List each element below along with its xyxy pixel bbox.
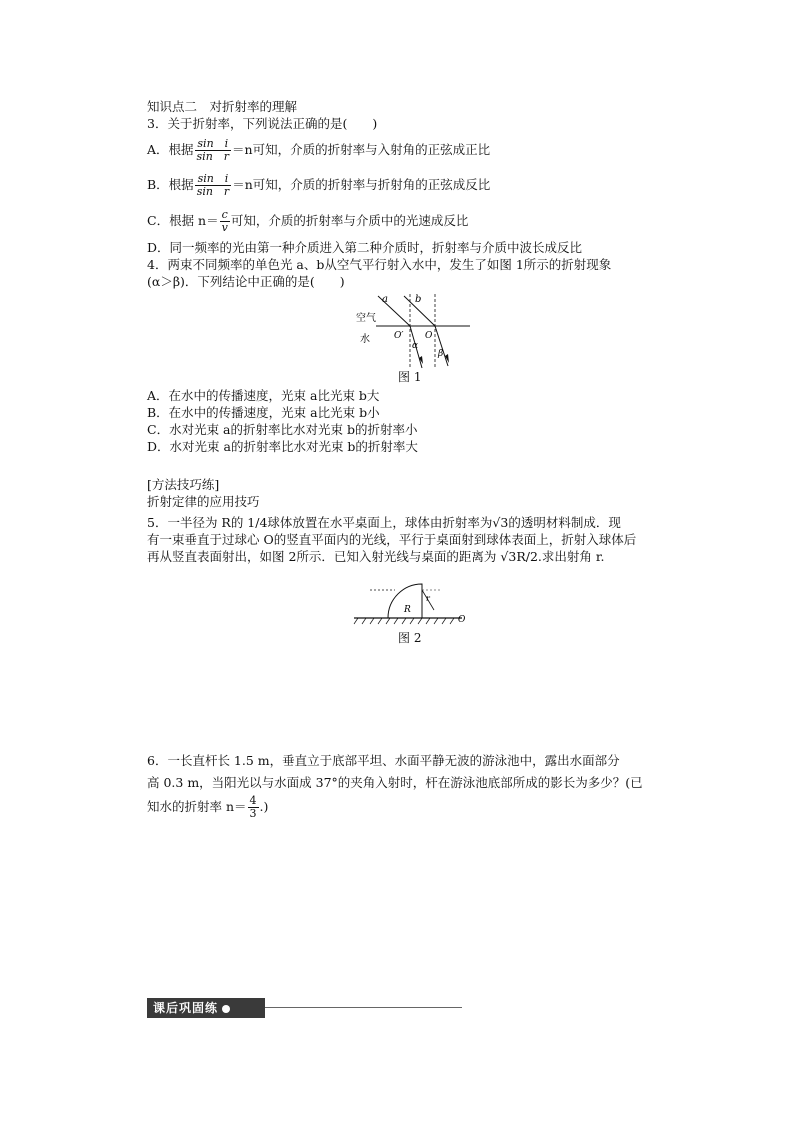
sin-ratio-fraction	[195, 173, 232, 198]
section-title: 知识点二 对折射率的理解	[147, 99, 298, 114]
label-b: b	[415, 294, 422, 305]
method-heading: [方法技巧练]	[147, 477, 220, 492]
label-alpha: α	[412, 341, 419, 351]
q4-stem-line2: (α＞β)．下列结论中正确的是( )	[147, 274, 345, 289]
q4-option-a: A．在水中的传播速度，光束 a比光束 b大	[147, 388, 380, 403]
fraction-numerator: 4	[249, 794, 257, 807]
fraction-denominator: v	[221, 221, 228, 234]
bullet-dot-icon	[222, 1005, 230, 1013]
q3-c-prefix: C．根据 n＝	[147, 213, 219, 228]
figure-1-caption: 图 1	[398, 370, 422, 384]
q6-line3-prefix: 知水的折射率 n＝	[147, 799, 247, 814]
figure-1-refraction-diagram	[348, 290, 478, 370]
fraction-numerator: sin i	[195, 138, 232, 151]
after-class-label-text: 课后巩固练	[153, 1001, 219, 1015]
q5-line1: 5．一半径为 R的 1/4球体放置在水平桌面上，球体由折射率为√3的透明材料制成．现	[147, 515, 621, 530]
q3-b-prefix: B．根据	[147, 177, 194, 192]
q3-option-d: D．同一频率的光由第一种介质进入第二种介质时，折射率与介质中波长成反比	[147, 240, 583, 255]
q4-option-d: D．水对光束 a的折射率比水对光束 b的折射率大	[147, 439, 418, 454]
figure-2-quarter-sphere	[350, 576, 470, 626]
after-class-label	[147, 998, 265, 1018]
q5-line3: 再从竖直表面射出，如图 2所示．已知入射光线与桌面的距离为 √3R/2.求出射角 r.	[147, 549, 605, 564]
label-water: 水	[360, 334, 370, 345]
label-angle-r: r	[426, 594, 430, 603]
q6-line2: 高 0.3 m，当阳光以与水面成 37°的夹角入射时，杆在游泳池底部所成的影长为多少？(已	[147, 775, 643, 790]
refractive-index-fraction	[248, 795, 259, 820]
q4-stem-line1: 4．两束不同频率的单色光 a、b从空气平行射入水中，发生了如图 1所示的折射现象	[147, 257, 612, 272]
fraction-denominator: sin r	[196, 150, 230, 163]
q6-line1: 6．一长直杆长 1.5 m，垂直立于底部平坦、水面平静无波的游泳池中，露出水面部分	[147, 753, 620, 768]
q3-option-a	[147, 137, 490, 163]
fraction-denominator: 3	[249, 807, 257, 820]
fraction-numerator: c	[220, 209, 230, 222]
q3-option-c	[147, 208, 468, 234]
q3-c-suffix: 可知，介质的折射率与介质中的光速成反比	[230, 213, 469, 228]
figure-2-caption: 图 2	[398, 631, 422, 645]
q6-line3	[147, 794, 268, 820]
sin-ratio-fraction	[195, 138, 232, 163]
after-class-banner	[147, 998, 462, 1018]
label-radius: R	[404, 605, 411, 615]
refracted-ray-b	[435, 326, 448, 366]
label-air: 空气	[356, 313, 376, 324]
label-o-prime: O′	[394, 331, 404, 341]
fraction-denominator: sin r	[196, 185, 230, 198]
label-beta: β	[438, 349, 444, 359]
banner-rule	[265, 1007, 462, 1008]
q4-option-b: B．在水中的传播速度，光束 a比光束 b小	[147, 405, 380, 420]
q3-a-prefix: A．根据	[147, 142, 194, 157]
method-subheading: 折射定律的应用技巧	[147, 494, 260, 509]
q5-line2: 有一束垂直于过球心 O的竖直平面内的光线，平行于桌面射到球体表面上，折射入球体后	[147, 532, 637, 547]
table-hatching	[354, 618, 454, 624]
q3-stem: 3．关于折射率，下列说法正确的是( )	[147, 116, 378, 131]
q3-option-b	[147, 172, 490, 198]
c-over-v-fraction	[220, 209, 230, 234]
q6-line3-suffix: .)	[259, 799, 269, 814]
q3-a-suffix: ＝n可知，介质的折射率与入射角的正弦成正比	[232, 142, 491, 157]
label-center-o: O	[458, 615, 466, 625]
label-o: O	[425, 331, 433, 341]
q4-option-c: C．水对光束 a的折射率比水对光束 b的折射率小	[147, 422, 418, 437]
fraction-numerator: sin i	[195, 173, 232, 186]
label-a: a	[382, 294, 388, 305]
q3-b-suffix: ＝n可知，介质的折射率与折射角的正弦成反比	[232, 177, 491, 192]
